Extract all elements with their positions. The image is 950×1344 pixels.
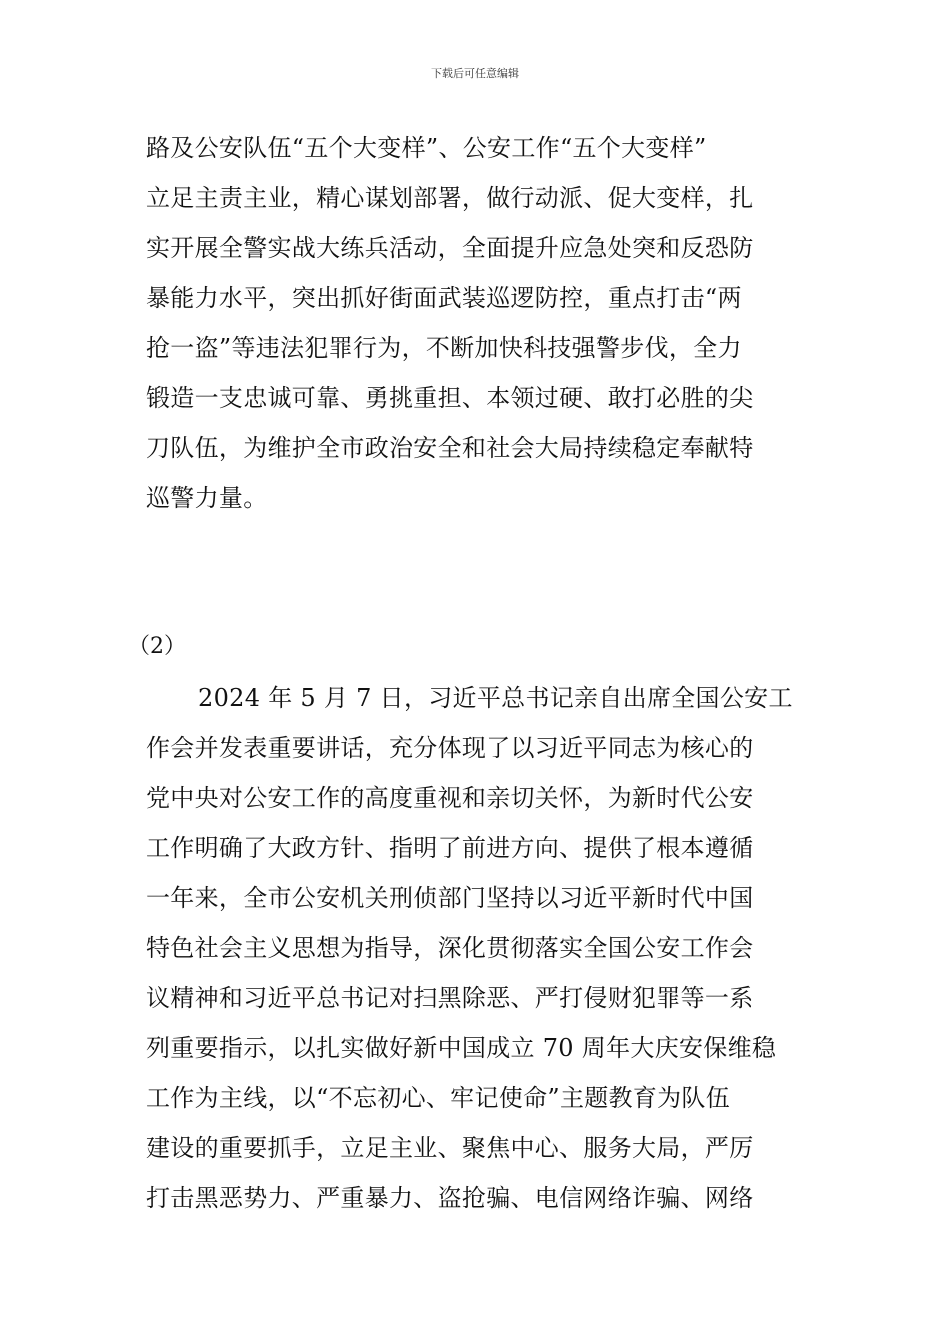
- paragraph-2: [146, 673, 816, 1223]
- paragraph-1-line: 暴能力水平，突出抓好街面武装巡逻防控，重点打击“两: [146, 284, 742, 312]
- paragraph-2-first-line: 2024 年 5 月 7 日，习近平总书记亲自出席全国公安工: [198, 684, 793, 712]
- page-header-note: 下载后可任意编辑: [431, 67, 519, 80]
- paragraph-2-line: 党中央对公安工作的高度重视和亲切关怀，为新时代公安: [146, 784, 754, 812]
- paragraph-1-line: 锻造一支忠诚可靠、勇挑重担、本领过硬、敢打必胜的尖: [146, 384, 754, 412]
- paragraph-1-line: 路及公安队伍“五个大变样”、公安工作“五个大变样”: [146, 134, 707, 162]
- paragraph-1-line: 立足主责主业，精心谋划部署，做行动派、促大变样，扎: [146, 184, 754, 212]
- paragraph-2-line: 列重要指示，以扎实做好新中国成立 70 周年大庆安保维稳: [146, 1034, 777, 1062]
- paragraph-1-line: 刀队伍，为维护全市政治安全和社会大局持续稳定奉献特: [146, 434, 754, 462]
- paragraph-2-line: 一年来，全市公安机关刑侦部门坚持以习近平新时代中国: [146, 884, 754, 912]
- paragraph-2-line: 打击黑恶势力、严重暴力、盗抢骗、电信网络诈骗、网络: [146, 1184, 754, 1212]
- paragraph-1: [146, 123, 816, 523]
- section-number-label: （2）: [128, 634, 186, 659]
- paragraph-1-line: 巡警力量。: [146, 484, 268, 512]
- paragraph-2-line: 特色社会主义思想为指导，深化贯彻落实全国公安工作会: [146, 934, 754, 962]
- paragraph-1-line: 抢一盗”等违法犯罪行为，不断加快科技强警步伐，全力: [146, 334, 742, 362]
- paragraph-1-line: 实开展全警实战大练兵活动，全面提升应急处突和反恐防: [146, 234, 754, 262]
- paragraph-2-line: 建设的重要抓手，立足主业、聚焦中心、服务大局，严厉: [146, 1134, 754, 1162]
- paragraph-2-line: 工作为主线，以“不忘初心、牢记使命”主题教育为队伍: [146, 1084, 731, 1112]
- paragraph-2-line: 工作明确了大政方针、指明了前进方向、提供了根本遵循: [146, 834, 754, 862]
- paragraph-2-line: 议精神和习近平总书记对扫黑除恶、严打侵财犯罪等一系: [146, 984, 754, 1012]
- paragraph-2-line: 作会并发表重要讲话，充分体现了以习近平同志为核心的: [146, 734, 754, 762]
